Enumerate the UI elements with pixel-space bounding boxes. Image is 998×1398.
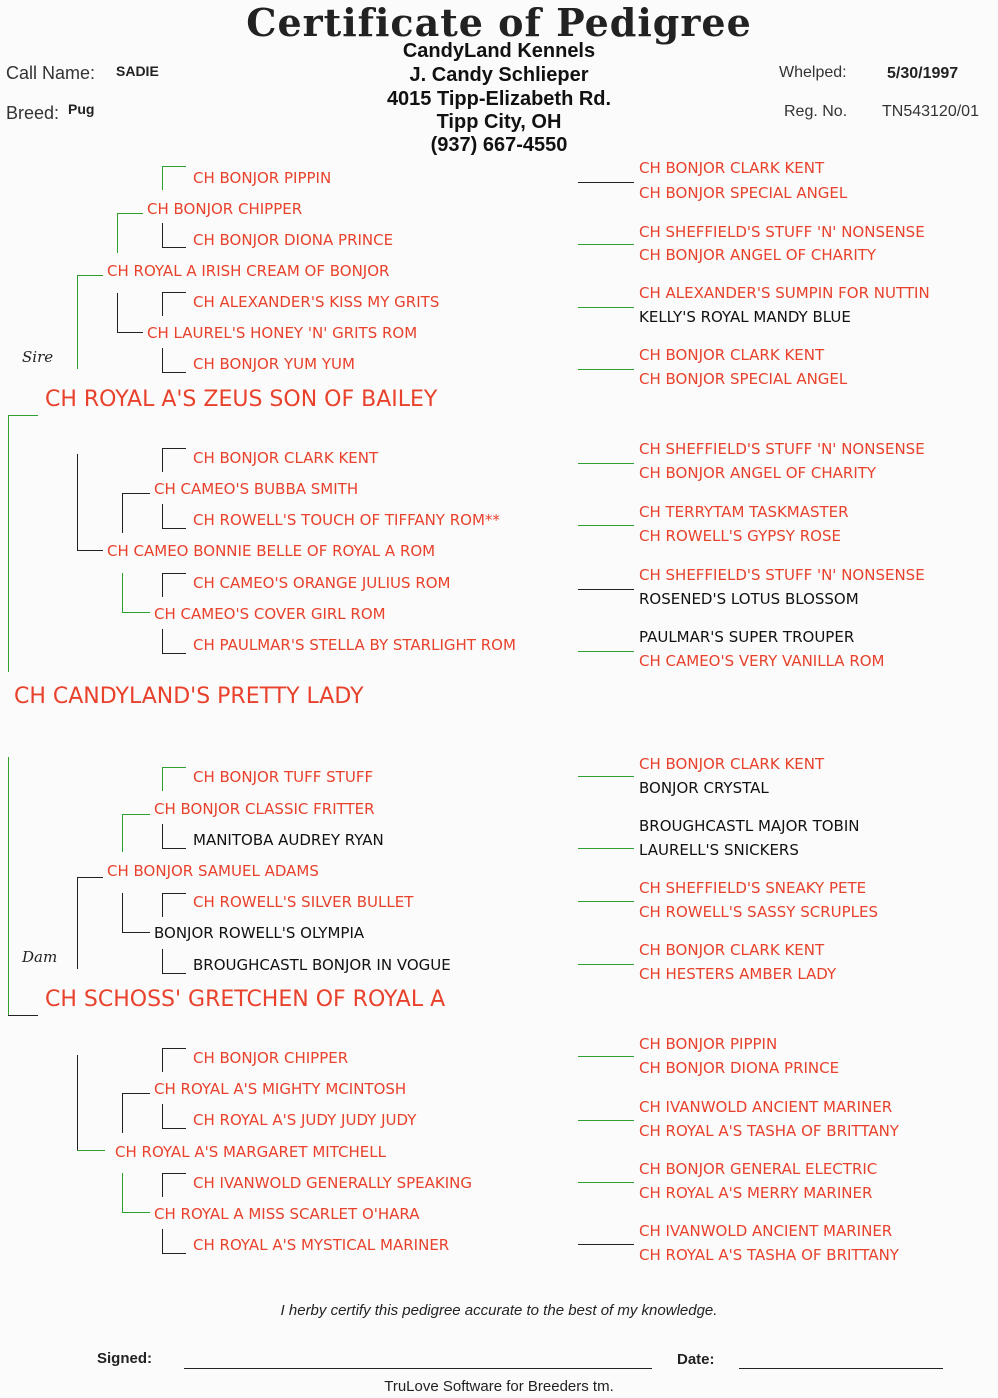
whelped-label: Whelped: [779,64,847,81]
connector-line [77,1150,105,1151]
gen5-name: CH BONJOR CLARK KENT [639,346,825,364]
connector-line [162,1173,186,1174]
connector-line [578,964,634,965]
gen5-name: CH BONJOR CLARK KENT [639,941,825,959]
connector-line [162,767,163,791]
certificate-title: Certificate of Pedigree [246,0,752,45]
gen4-name: CH PAULMAR'S STELLA BY STARLIGHT ROM [193,636,516,654]
connector-line [162,372,186,373]
connector-line [122,493,150,494]
gen4-name: CH BONJOR CHIPPER [193,1049,349,1067]
connector-line [8,415,38,416]
gen5-name: CH SHEFFIELD'S SNEAKY PETE [639,879,867,897]
connector-line [162,448,186,449]
gen5-name: CH BONJOR SPECIAL ANGEL [639,184,848,202]
connector-line [162,1173,163,1197]
gen5-name: CH IVANWOLD ANCIENT MARINER [639,1222,893,1240]
gen5-name: CH BONJOR PIPPIN [639,1035,778,1053]
connector-line [162,848,186,849]
gen5-name: ROSENED'S LOTUS BLOSSOM [639,590,859,608]
signature-line [184,1368,652,1369]
connector-line [162,1229,163,1253]
connector-line [122,573,123,612]
connector-line [162,1128,186,1129]
connector-line [578,589,634,590]
gen5-name: CH CAMEO'S VERY VANILLA ROM [639,652,885,670]
connector-line [122,814,150,815]
connector-line [122,493,123,533]
connector-line [77,550,103,551]
connector-line [162,223,163,247]
gen4-name: CH ROWELL'S SILVER BULLET [193,893,414,911]
connector-line [578,1244,634,1245]
connector-line [117,332,143,333]
connector-line [8,757,9,1015]
connector-line [578,901,634,902]
gen5-name: CH ROYAL A'S MERRY MARINER [639,1184,873,1202]
date-line [739,1368,943,1369]
connector-line [122,1093,123,1133]
connector-line [77,454,78,550]
dam-label: Dam [22,948,58,966]
connector-line [162,292,163,316]
connector-line [578,776,634,777]
connector-line [122,1093,150,1094]
connector-line [578,244,634,245]
gen2-name: CH ROYAL A IRISH CREAM OF BONJOR [107,262,390,280]
gen3-name: CH ROYAL A MISS SCARLET O'HARA [154,1205,420,1223]
connector-line [122,932,150,933]
gen5-name: CH IVANWOLD ANCIENT MARINER [639,1098,893,1116]
connector-line [162,1253,186,1254]
gen4-name: BROUGHCASTL BONJOR IN VOGUE [193,956,451,974]
connector-line [77,1055,78,1150]
gen5-name: CH BONJOR GENERAL ELECTRIC [639,1160,878,1178]
gen4-name: CH ROYAL A'S JUDY JUDY JUDY [193,1111,417,1129]
connector-line [122,1212,150,1213]
gen4-name: CH BONJOR YUM YUM [193,355,355,373]
kennel-phone: (937) 667-4550 [430,134,568,156]
gen5-name: PAULMAR'S SUPER TROUPER [639,628,855,646]
connector-line [578,848,634,849]
reg-no-label: Reg. No. [784,103,848,120]
connector-line [162,247,186,248]
sire-name: CH ROYAL A'S ZEUS SON OF BAILEY [45,387,438,412]
gen3-name: CH CAMEO'S BUBBA SMITH [154,480,359,498]
connector-line [77,275,103,276]
connector-line [122,1173,123,1212]
gen5-name: CH BONJOR ANGEL OF CHARITY [639,246,877,264]
gen5-name: CH HESTERS AMBER LADY [639,965,837,983]
gen4-name: CH BONJOR DIONA PRINCE [193,231,394,249]
gen3-name: CH LAUREL'S HONEY 'N' GRITS ROM [147,324,418,342]
gen4-name: CH BONJOR CLARK KENT [193,449,379,467]
connector-line [122,814,123,852]
gen3-name: CH CAMEO'S COVER GIRL ROM [154,605,386,623]
gen3-name: CH ROYAL A'S MIGHTY MCINTOSH [154,1080,407,1098]
kennel-owner: J. Candy Schlieper [409,64,589,86]
connector-line [8,1015,38,1016]
gen5-name: BROUGHCASTL MAJOR TOBIN [639,817,860,835]
gen4-name: MANITOBA AUDREY RYAN [193,831,384,849]
gen5-name: CH BONJOR ANGEL OF CHARITY [639,464,877,482]
subject-dog-name: CH CANDYLAND'S PRETTY LADY [14,684,364,709]
gen5-name: CH BONJOR SPECIAL ANGEL [639,370,848,388]
gen5-name: LAURELL'S SNICKERS [639,841,799,859]
gen3-name: CH BONJOR CHIPPER [147,200,303,218]
connector-line [162,528,186,529]
signed-label: Signed: [97,1350,152,1367]
gen4-name: CH ROYAL A'S MYSTICAL MARINER [193,1236,450,1254]
gen4-name: CH IVANWOLD GENERALLY SPEAKING [193,1174,472,1192]
kennel-address: 4015 Tipp-Elizabeth Rd. [386,88,612,110]
connector-line [8,415,9,672]
gen5-name: CH TERRYTAM TASKMASTER [639,503,849,521]
gen5-name: BONJOR CRYSTAL [639,779,769,797]
connector-line [162,292,186,293]
gen5-name: CH ROYAL A'S TASHA OF BRITTANY [639,1122,899,1140]
connector-line [162,504,163,528]
connector-line [77,275,78,369]
connector-line [162,166,186,167]
call-name-label: Call Name: [6,63,96,83]
connector-line [162,573,186,574]
connector-line [578,463,634,464]
gen5-name: CH SHEFFIELD'S STUFF 'N' NONSENSE [639,440,925,458]
gen4-name: CH BONJOR TUFF STUFF [193,768,374,786]
kennel-name: CandyLand Kennels [402,40,596,62]
connector-line [162,767,186,768]
connector-line [162,166,163,190]
connector-line [117,213,118,253]
connector-line [162,1048,186,1049]
gen2-name: CH BONJOR SAMUEL ADAMS [107,862,319,880]
connector-line [162,893,163,917]
gen5-name: KELLY'S ROYAL MANDY BLUE [639,308,851,326]
gen4-name: CH BONJOR PIPPIN [193,169,332,187]
breed-label: Breed: [6,103,60,123]
connector-line [578,651,634,652]
breed-value: Pug [68,101,95,117]
gen5-name: CH ROWELL'S GYPSY ROSE [639,527,841,545]
gen2-name: CH ROYAL A'S MARGARET MITCHELL [115,1143,386,1161]
sire-label: Sire [22,348,54,366]
connector-line [162,629,163,653]
connector-line [578,1120,634,1121]
gen5-name: CH BONJOR CLARK KENT [639,159,825,177]
gen4-name: CH CAMEO'S ORANGE JULIUS ROM [193,574,451,592]
connector-line [578,1056,634,1057]
call-name-value: SADIE [116,63,159,79]
gen3-name: CH BONJOR CLASSIC FRITTER [154,800,375,818]
gen3-name: BONJOR ROWELL'S OLYMPIA [154,924,365,942]
gen5-name: CH SHEFFIELD'S STUFF 'N' NONSENSE [639,566,925,584]
dam-name: CH SCHOSS' GRETCHEN OF ROYAL A [45,987,446,1012]
connector-line [122,612,150,613]
gen4-name: CH ROWELL'S TOUCH OF TIFFANY ROM** [193,511,500,529]
connector-line [162,824,163,848]
connector-line [162,1048,163,1072]
connector-line [578,525,634,526]
software-credit: TruLove Software for Breeders tm. [384,1378,614,1395]
gen5-name: CH ROWELL'S SASSY SCRUPLES [639,903,879,921]
connector-line [117,293,118,332]
connector-line [162,348,163,372]
connector-line [117,213,143,214]
connector-line [162,949,163,973]
gen5-name: CH ROYAL A'S TASHA OF BRITTANY [639,1246,899,1264]
gen5-name: CH BONJOR CLARK KENT [639,755,825,773]
certification-statement: I herby certify this pedigree accurate to the best of my knowledge. [280,1302,718,1319]
connector-line [162,1104,163,1128]
connector-line [578,1182,634,1183]
whelped-value: 5/30/1997 [887,65,959,82]
connector-line [162,653,186,654]
connector-line [77,877,103,878]
gen5-name: CH ALEXANDER'S SUMPIN FOR NUTTIN [639,284,930,302]
connector-line [77,877,78,969]
date-label: Date: [677,1351,715,1368]
gen5-name: CH SHEFFIELD'S STUFF 'N' NONSENSE [639,223,925,241]
gen2-name: CH CAMEO BONNIE BELLE OF ROYAL A ROM [107,542,436,560]
connector-line [162,893,186,894]
connector-line [122,893,123,932]
connector-line [162,973,186,974]
connector-line [162,573,163,597]
connector-line [578,307,634,308]
reg-no-value: TN543120/01 [882,103,979,120]
gen4-name: CH ALEXANDER'S KISS MY GRITS [193,293,440,311]
connector-line [578,369,634,370]
kennel-city: Tipp City, OH [436,111,562,133]
gen5-name: CH BONJOR DIONA PRINCE [639,1059,840,1077]
connector-line [578,182,634,183]
connector-line [162,448,163,472]
